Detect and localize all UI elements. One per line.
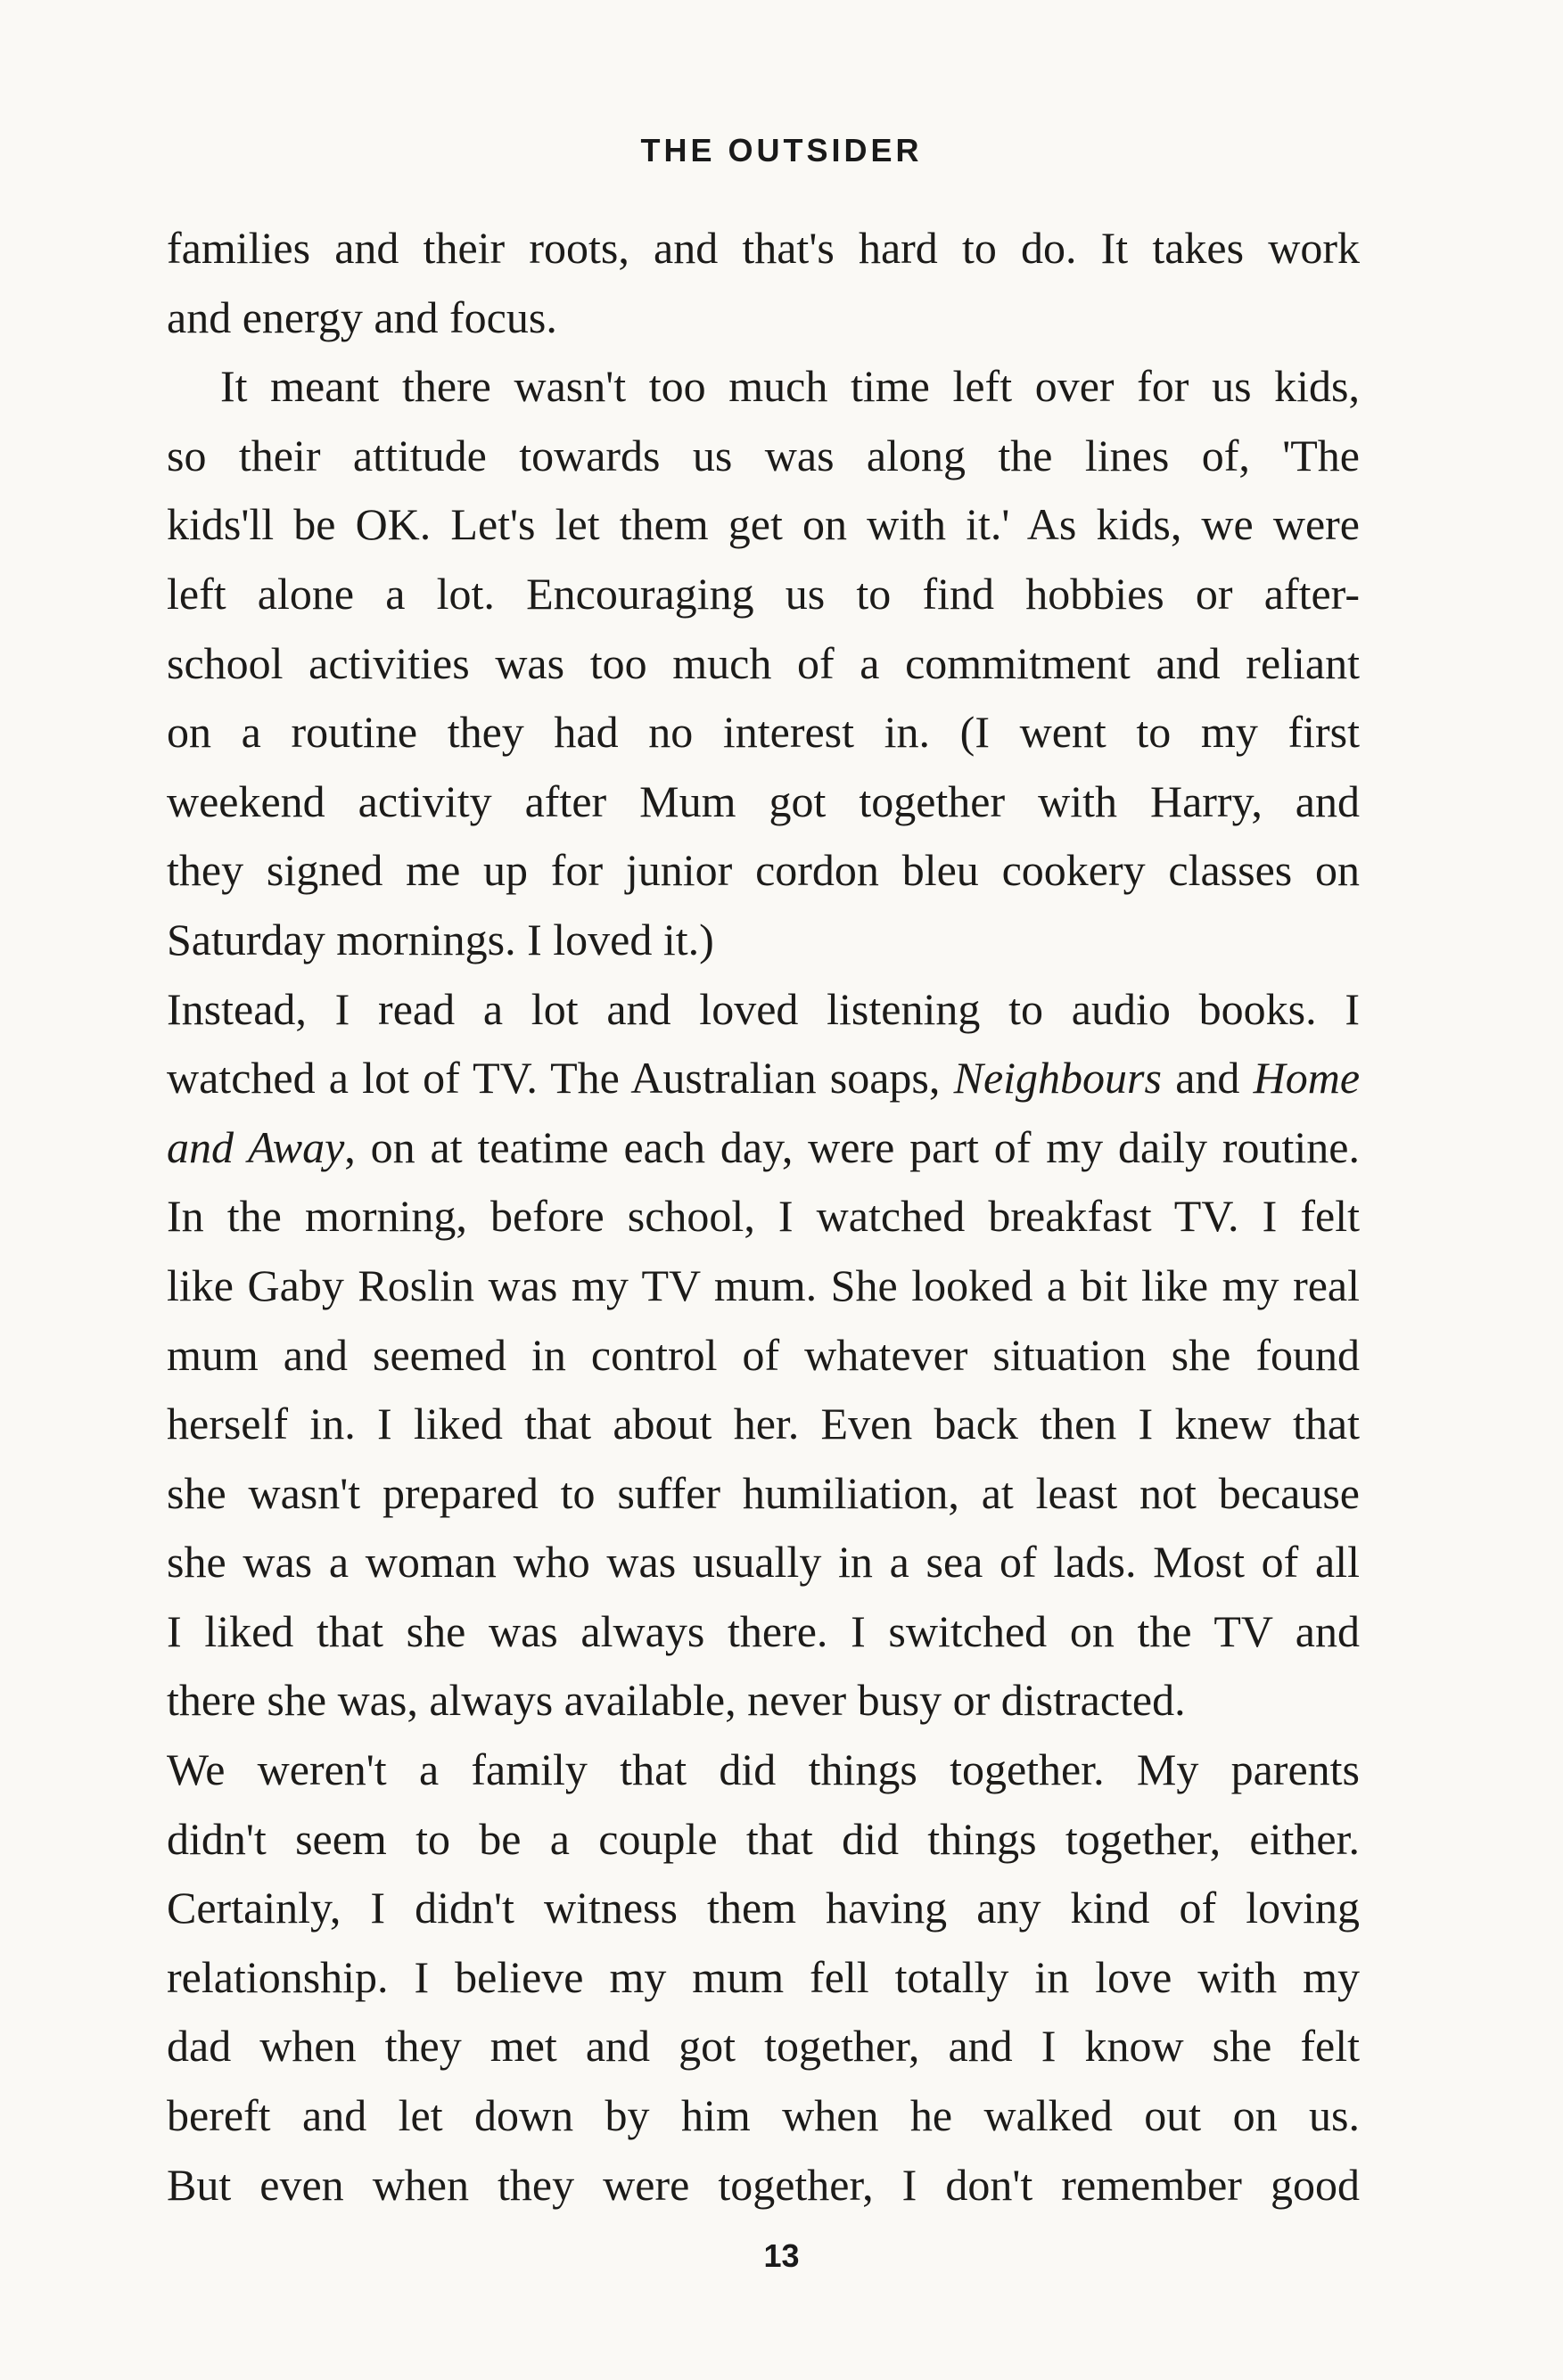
text-line: weekend activity after Mum got together with Harry, and [167, 776, 1360, 826]
running-header: THE OUTSIDER [640, 132, 923, 168]
text-line: I liked that she was always there. I switched on the TV and [167, 1605, 1360, 1656]
text-line: she was a woman who was usually in a sea of lads. Most of all [167, 1537, 1360, 1588]
text-line: bereft and let down by him when he walked out on us. [167, 2090, 1360, 2141]
paragraph-first-line: We weren't a family that did things together. My parents [167, 1744, 1360, 1795]
show-title-and-away: and Away [167, 1121, 345, 1172]
paragraph-first-line: It meant there wasn't too much time left over for us kids, [220, 361, 1360, 412]
text-line: on a routine they had no interest in. (I went to my first [167, 707, 1360, 758]
text-line: so their attitude towards us was along the lines of, 'The [167, 430, 1360, 480]
text-line: like Gaby Roslin was my TV mum. She looked a bit like my real [167, 1260, 1360, 1310]
text-run: watched a lot of TV. The Australian soaps, [167, 1053, 941, 1104]
text-line: dad when they met and got together, and I know she felt [167, 2021, 1360, 2072]
text-line-mixed [167, 1113, 1360, 1183]
text-line: Saturday mornings. I loved it.) [167, 914, 714, 964]
show-title-neighbours: Neighbours [953, 1053, 1162, 1104]
text-line: left alone a lot. Encouraging us to find hobbies or after- [167, 568, 1360, 619]
text-run: and [1175, 1053, 1240, 1104]
text-line: relationship. I believe my mum fell totally in love with my [167, 1951, 1360, 2002]
text-line: mum and seemed in control of whatever situation she found [167, 1329, 1360, 1380]
paragraph-first-line: Instead, I read a lot and loved listening to audio books. I [167, 983, 1360, 1034]
show-title-home: Home [1253, 1053, 1360, 1104]
text-run: , on at teatime each day, were part of my daily routine. [344, 1121, 1360, 1172]
text-line: didn't seem to be a couple that did things together, either. [167, 1813, 1360, 1864]
body-text [167, 214, 1360, 2220]
text-line: and energy and focus. [167, 291, 557, 342]
text-line: herself in. I liked that about her. Even back then I knew that [167, 1399, 1360, 1449]
text-line: school activities was too much of a commitment and reliant [167, 637, 1360, 688]
text-line: she wasn't prepared to suffer humiliation, at least not because [167, 1467, 1360, 1518]
text-line: they signed me up for junior cordon bleu cookery classes on [167, 845, 1360, 896]
text-line: Certainly, I didn't witness them having any kind of loving [167, 1883, 1360, 1933]
text-line: But even when they were together, I don't remember good [167, 2159, 1360, 2210]
text-line: In the morning, before school, I watched breakfast TV. I felt [167, 1191, 1360, 1242]
text-line: there she was, always available, never busy or distracted. [167, 1675, 1186, 1726]
text-line: kids'll be OK. Let's let them get on with it.' As kids, we were [167, 499, 1360, 550]
text-line-mixed [167, 1044, 1360, 1113]
text-line: families and their roots, and that's hard to do. It takes work [167, 223, 1360, 273]
page-number: 13 [763, 2237, 800, 2274]
